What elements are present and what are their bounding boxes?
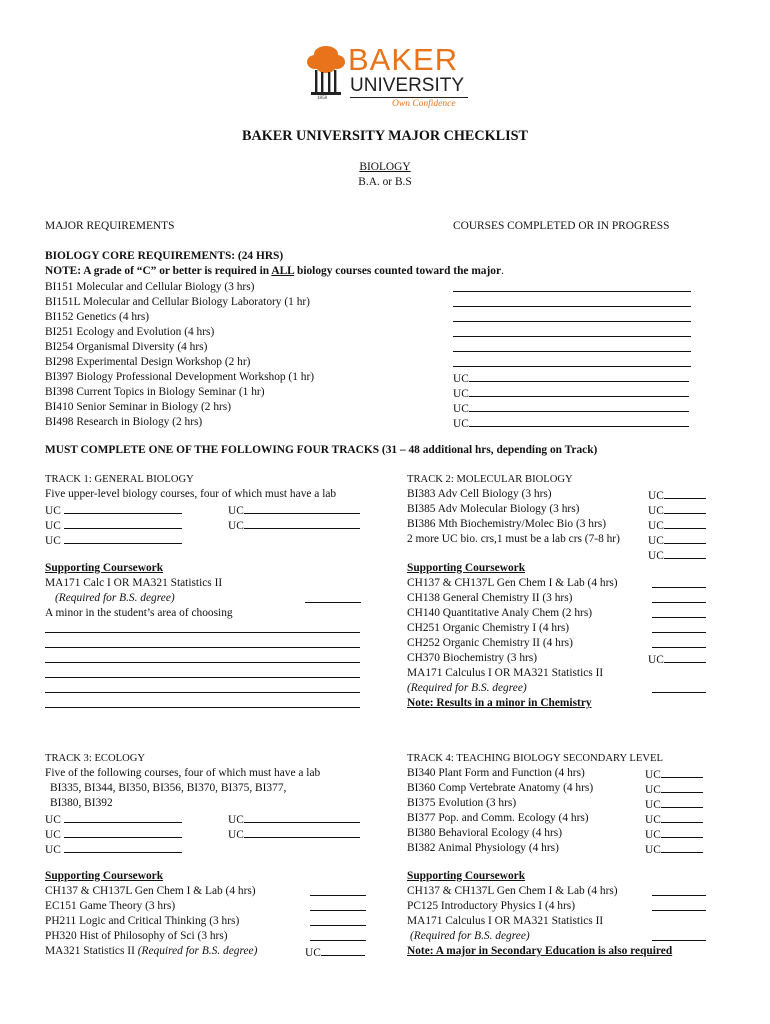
uc-blank-field[interactable]: UC	[45, 841, 182, 858]
track4-supporting-heading: Supporting Coursework	[407, 870, 526, 882]
supporting-course: CH370 Biochemistry (3 hrs)	[407, 652, 538, 664]
blank-field[interactable]	[652, 647, 706, 648]
track3-course-list: BI380, BI392	[50, 797, 113, 809]
supporting-course: MA171 Calculus I OR MA321 Statistics II	[407, 915, 604, 927]
supporting-course: EC151 Game Theory (3 hrs)	[45, 900, 176, 912]
blank-field[interactable]	[45, 632, 360, 633]
supporting-course: MA171 Calculus I OR MA321 Statistics II	[407, 667, 604, 679]
uc-blank-field[interactable]: UC	[645, 841, 703, 858]
blank-field[interactable]	[45, 707, 360, 708]
blank-field[interactable]	[45, 677, 360, 678]
core-course: BI251 Ecology and Evolution (4 hrs)	[45, 326, 215, 338]
major-requirements-heading: MAJOR REQUIREMENTS	[45, 220, 175, 232]
uc-blank-field[interactable]: UC	[645, 796, 703, 813]
uc-blank-field[interactable]: UC	[45, 811, 182, 828]
logo-year: 1858	[317, 96, 327, 101]
tracks-heading: MUST COMPLETE ONE OF THE FOLLOWING FOUR TRACKS (31 – 48 additional hrs, depending on Track)	[45, 444, 598, 456]
core-note: NOTE: A grade of “C” or better is required in ALL biology courses counted toward the major.	[45, 265, 504, 277]
blank-field[interactable]	[652, 602, 706, 603]
uc-blank-field[interactable]: UC	[45, 502, 182, 519]
baker-university-logo	[306, 44, 476, 114]
uc-blank-field[interactable]: UC	[648, 502, 706, 519]
supporting-course: CH138 General Chemistry II (3 hrs)	[407, 592, 573, 604]
blank-field[interactable]	[453, 336, 691, 337]
blank-field[interactable]	[305, 602, 361, 603]
required-note: (Required for B.S. degree)	[407, 682, 527, 694]
uc-blank-field[interactable]: UC	[645, 811, 703, 828]
track1-description: Five upper-level biology courses, four of which must have a lab	[45, 488, 337, 500]
uc-blank-field[interactable]: UC	[648, 487, 706, 504]
blank-field[interactable]	[453, 291, 691, 292]
track4-course: BI382 Animal Physiology (4 hrs)	[407, 842, 559, 854]
minor-requirement: A minor in the student’s area of choosing	[45, 607, 233, 619]
major-name: BIOLOGY	[359, 161, 411, 173]
core-course: BI398 Current Topics in Biology Seminar (1 hr)	[45, 386, 265, 398]
blank-field[interactable]	[45, 692, 360, 693]
track2-course: BI386 Mth Biochemistry/Molec Bio (3 hrs)	[407, 518, 607, 530]
uc-blank-field[interactable]: UC	[648, 532, 706, 549]
supporting-course: CH252 Organic Chemistry II (4 hrs)	[407, 637, 573, 649]
required-note: (Required for B.S. degree)	[137, 945, 258, 957]
supporting-course: CH137 & CH137L Gen Chem I & Lab (4 hrs)	[45, 885, 256, 897]
blank-field[interactable]	[453, 366, 691, 367]
blank-field[interactable]	[652, 910, 706, 911]
uc-blank-field[interactable]: UC	[648, 651, 706, 668]
logo-name-top: BAKER	[348, 42, 459, 77]
blank-field[interactable]	[453, 351, 691, 352]
track2-course: BI385 Adv Molecular Biology (3 hrs)	[407, 503, 580, 515]
blank-field[interactable]	[652, 587, 706, 588]
supporting-course: MA171 Calc I OR MA321 Statistics II	[45, 577, 223, 589]
note-all: ALL	[271, 265, 295, 277]
track4-course: BI377 Pop. and Comm. Ecology (4 hrs)	[407, 812, 589, 824]
oak-tree-icon	[306, 44, 346, 104]
track4-course: BI340 Plant Form and Function (4 hrs)	[407, 767, 585, 779]
blank-field[interactable]	[310, 940, 366, 941]
blank-field[interactable]	[453, 321, 691, 322]
track3-description: Five of the following courses, four of which must have a lab	[45, 767, 321, 779]
uc-blank-field[interactable]: UC	[453, 370, 689, 387]
blank-field[interactable]	[652, 895, 706, 896]
track4-course: BI375 Evolution (3 hrs)	[407, 797, 517, 809]
core-heading: BIOLOGY CORE REQUIREMENTS: (24 HRS)	[45, 250, 284, 262]
supporting-course: PC125 Introductory Physics I (4 hrs)	[407, 900, 576, 912]
track4-course: BI360 Comp Vertebrate Anatomy (4 hrs)	[407, 782, 594, 794]
track2-note: Note: Results in a minor in Chemistry	[407, 697, 592, 709]
page-title: BAKER UNIVERSITY MAJOR CHECKLIST	[241, 128, 529, 144]
supporting-course: PH320 Hist of Philosophy of Sci (3 hrs)	[45, 930, 228, 942]
blank-field[interactable]	[310, 925, 366, 926]
uc-blank-field[interactable]: UC	[645, 826, 703, 843]
uc-blank-field[interactable]: UC	[228, 502, 360, 519]
blank-field[interactable]	[45, 662, 360, 663]
core-course: BI498 Research in Biology (2 hrs)	[45, 416, 203, 428]
supporting-course: CH140 Quantitative Analy Chem (2 hrs)	[407, 607, 593, 619]
track3-supporting-heading: Supporting Coursework	[45, 870, 164, 882]
uc-blank-field[interactable]: UC	[648, 517, 706, 534]
track4-note: Note: A major in Secondary Education is also required	[407, 945, 673, 957]
blank-field[interactable]	[310, 895, 366, 896]
uc-blank-field[interactable]: UC	[228, 826, 360, 843]
track4-title: TRACK 4: TEACHING BIOLOGY SECONDARY LEVEL	[407, 753, 663, 764]
uc-blank-field[interactable]: UC	[45, 517, 182, 534]
blank-field[interactable]	[652, 692, 706, 693]
uc-blank-field[interactable]: UC	[453, 385, 689, 402]
uc-blank-field[interactable]: UC	[453, 400, 689, 417]
track3-course-list: BI335, BI344, BI350, BI356, BI370, BI375, BI377,	[50, 782, 287, 794]
blank-field[interactable]	[652, 617, 706, 618]
blank-field[interactable]	[652, 632, 706, 633]
track2-title: TRACK 2: MOLECULAR BIOLOGY	[407, 474, 573, 485]
track1-supporting-heading: Supporting Coursework	[45, 562, 164, 574]
courses-completed-heading: COURSES COMPLETED OR IN PROGRESS	[453, 220, 670, 232]
uc-blank-field[interactable]: UC	[648, 547, 706, 564]
track2-supporting-heading: Supporting Coursework	[407, 562, 526, 574]
core-course: BI298 Experimental Design Workshop (2 hr)	[45, 356, 251, 368]
logo-tagline: Own Confidence	[392, 99, 456, 109]
uc-blank-field[interactable]: UC	[228, 811, 360, 828]
supporting-course: CH137 & CH137L Gen Chem I & Lab (4 hrs)	[407, 885, 618, 897]
uc-blank-field[interactable]: UC	[453, 415, 689, 432]
logo-name-bottom: UNIVERSITY	[350, 75, 465, 96]
core-course: BI152 Genetics (4 hrs)	[45, 311, 150, 323]
uc-blank-field[interactable]: UC	[45, 532, 182, 549]
blank-field[interactable]	[652, 940, 706, 941]
uc-blank-field[interactable]: UC	[228, 517, 360, 534]
uc-blank-field[interactable]: UC	[645, 781, 703, 798]
core-course: BI254 Organismal Diversity (4 hrs)	[45, 341, 208, 353]
blank-field[interactable]	[310, 910, 366, 911]
supporting-course: CH137 & CH137L Gen Chem I & Lab (4 hrs)	[407, 577, 618, 589]
blank-field[interactable]	[453, 306, 691, 307]
track2-course: 2 more UC bio. crs,1 must be a lab crs (7-8 hr)	[407, 533, 620, 545]
required-note: (Required for B.S. degree)	[55, 592, 175, 604]
core-course: BI397 Biology Professional Development Workshop (1 hr)	[45, 371, 315, 383]
supporting-course: MA321 Statistics II (Required for B.S. degree)	[45, 945, 258, 957]
logo-rule	[350, 97, 468, 98]
blank-field[interactable]	[45, 647, 360, 648]
supporting-course: CH251 Organic Chemistry I (4 hrs)	[407, 622, 570, 634]
core-course: BI410 Senior Seminar in Biology (2 hrs)	[45, 401, 232, 413]
track1-title: TRACK 1: GENERAL BIOLOGY	[45, 474, 194, 485]
core-course: BI151L Molecular and Cellular Biology Laboratory (1 hr)	[45, 296, 310, 308]
uc-blank-field[interactable]: UC	[645, 766, 703, 783]
track2-course: BI383 Adv Cell Biology (3 hrs)	[407, 488, 552, 500]
track4-course: BI380 Behavioral Ecology (4 hrs)	[407, 827, 563, 839]
supporting-course: PH211 Logic and Critical Thinking (3 hrs)	[45, 915, 240, 927]
required-note: (Required for B.S. degree)	[410, 930, 530, 942]
uc-blank-field[interactable]: UC	[45, 826, 182, 843]
core-course: BI151 Molecular and Cellular Biology (3 hrs)	[45, 281, 255, 293]
track3-title: TRACK 3: ECOLOGY	[45, 753, 146, 764]
uc-blank-field[interactable]: UC	[305, 944, 365, 961]
degree-type: B.A. or B.S	[358, 176, 412, 188]
